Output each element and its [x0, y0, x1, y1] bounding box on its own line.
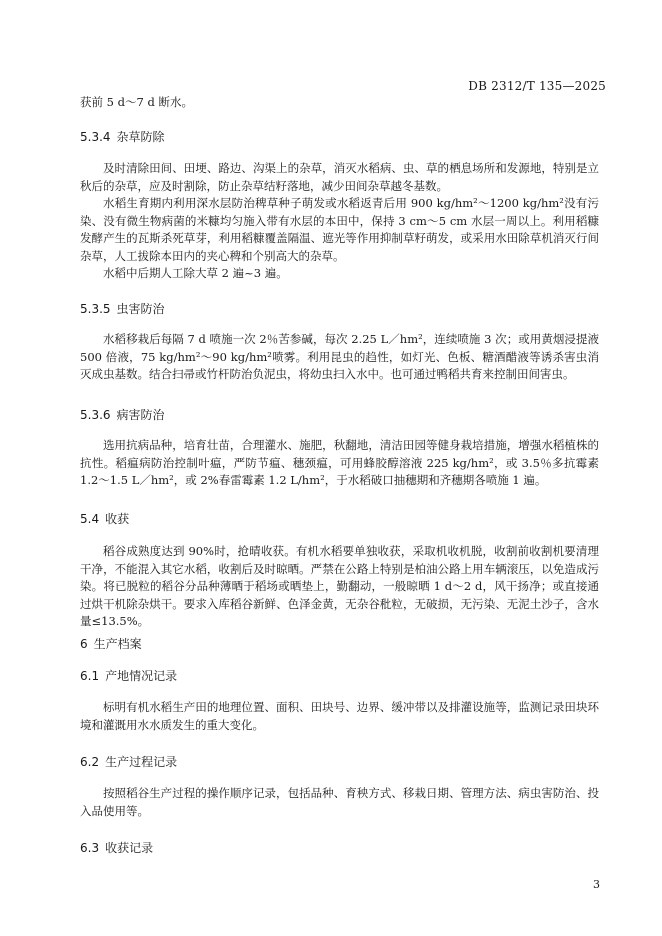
section-heading-pest	[80, 301, 165, 317]
page-number: 3	[593, 878, 600, 891]
section-number: 5.3.6	[80, 408, 111, 422]
paragraph: 标明有机水稻生产田的地理位置、面积、田块号、边界、缓冲带以及排灌设施等，监测记录田块环境和灌溉用水水质发生的重大变化。	[80, 700, 599, 732]
pest-body	[80, 331, 599, 384]
section-number: 5.3.5	[80, 302, 111, 316]
paragraph: 水稻生育期内利用深水层防治稗草种子萌发或水稻返青后用 900 kg/hm²～1200 kg/hm²没有污染、没有微生物病菌的米糠均匀施入带有水层的本田中，保持 3 cm～5 cm 水层一周以上。利用稻糠发酵产生的瓦斯杀死草芽，利用稻糠覆盖隔温、遮光等作用抑制草籽萌发，或采用水田除草机消灭行间杂草，人工拔除本田内的夹心稗和个别高大的杂草。	[80, 196, 599, 263]
paragraph: 水稻移栽后每隔 7 d 喷施一次 2％苦参碱，每次 2.25 L／hm²，连续喷施 3 次；或用黄烟浸提液 500 倍液，75 kg/hm²～90 kg/hm²喷雾。利用昆虫的趋性，如灯光、色板、糖酒醋液等诱杀害虫消灭成虫基数。结合扫帚或竹杆防治负泥虫，将幼虫扫入水中。也可通过鸭稻共育来控制田间害虫。	[80, 332, 599, 381]
section-heading-harvest-record	[80, 840, 153, 856]
paragraph: 水稻中后期人工除大草 2 遍~3 遍。	[103, 266, 288, 280]
section-heading-disease	[80, 407, 165, 423]
weed-body	[80, 160, 599, 283]
section-number: 6.3	[80, 841, 100, 855]
section-title: 收获	[105, 512, 130, 526]
section-heading-process	[80, 754, 177, 770]
section-title: 杂草防除	[116, 130, 165, 144]
chapter-heading-archive	[80, 636, 142, 652]
harvest-body	[80, 543, 599, 631]
section-number: 6.2	[80, 755, 100, 769]
paragraph: 稻谷成熟度达到 90%时，抢晴收获。有机水稻要单独收获，采取机收机脱，收割前收割机要清理干净，不能混入其它水稻，收割后及时晾晒。严禁在公路上特别是柏油公路上用车辆滚压，以免造成污染。将已脱粒的稻谷分品种薄晒于稻场或晒垫上，勤翻动，一般晾晒 1 d～2 d，风干扬净；或直接通过烘干机除杂烘干。要求入库稻谷新鲜、色泽金黄，无杂谷秕粒，无破损，无污染、无泥土沙子，含水量≤13.5%。	[80, 544, 599, 628]
section-heading-weed	[80, 129, 165, 145]
section-heading-harvest	[80, 511, 129, 527]
paragraph: 及时清除田间、田埂、路边、沟渠上的杂草，消灭水稻病、虫、草的栖息场所和发源地，特别是立秋后的杂草，应及时割除，防止杂草结籽落地，减少田间杂草越冬基数。	[80, 161, 599, 193]
section-number: 6.1	[80, 669, 100, 683]
section-heading-site	[80, 668, 177, 684]
disease-body	[80, 437, 599, 490]
section-title: 生产档案	[93, 637, 142, 651]
document-code: DB 2312/T 135—2025	[468, 79, 606, 93]
section-number: 6	[80, 637, 88, 651]
section-number: 5.3.4	[80, 130, 111, 144]
intro-line: 获前 5 d～7 d 断水。	[80, 95, 193, 109]
site-body	[80, 699, 599, 734]
paragraph: 按照稻谷生产过程的操作顺序记录，包括品种、育秧方式、移栽日期、管理方法、病虫害防治、投入品使用等。	[80, 786, 599, 818]
section-title: 生产过程记录	[105, 755, 178, 769]
section-title: 病害防治	[116, 408, 165, 422]
section-title: 收获记录	[105, 841, 154, 855]
paragraph: 选用抗病品种，培育壮苗，合理灌水、施肥，秋翻地，清洁田园等健身栽培措施，增强水稻植株的抗性。稻瘟病防治控制叶瘟，严防节瘟、穗颈瘟，可用蜂胶醇溶液 225 kg/hm²，或 3.5％多抗霉素 1.2～1.5 L／hm²，或 2%春雷霉素 1.2 L/hm²，于水稻破口抽穗期和齐穗期各喷施 1 遍。	[80, 438, 599, 487]
section-title: 产地情况记录	[105, 669, 178, 683]
process-body	[80, 785, 599, 820]
section-title: 虫害防治	[116, 302, 165, 316]
section-number: 5.4	[80, 512, 100, 526]
